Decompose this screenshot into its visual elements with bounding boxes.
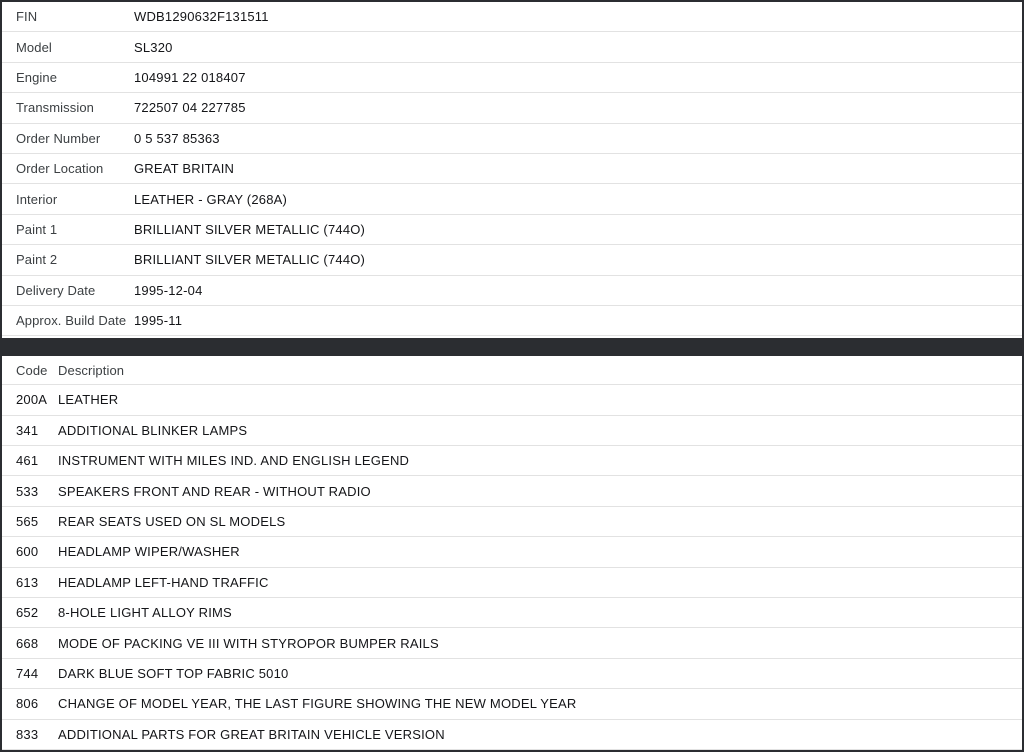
option-description: INSTRUMENT WITH MILES IND. AND ENGLISH LEGEND <box>58 453 410 469</box>
info-row-value: 1995-12-04 <box>134 282 203 298</box>
options-table <box>2 356 1022 750</box>
info-row-value: WDB1290632F131511 <box>134 9 269 25</box>
info-row-value: SL320 <box>134 39 173 55</box>
options-table-body <box>2 385 1022 750</box>
info-row-label: Interior <box>16 191 58 207</box>
vehicle-info-table <box>2 2 1022 336</box>
info-row-label: FIN <box>16 9 38 25</box>
info-row-value: 722507 04 227785 <box>134 100 246 116</box>
option-code-row <box>2 628 1022 658</box>
option-code-row <box>2 689 1022 719</box>
option-code: 744 <box>16 666 39 681</box>
info-row-value: GREAT BRITAIN <box>134 161 235 177</box>
info-row-value: 1995-11 <box>134 313 183 329</box>
option-code-row <box>2 720 1022 750</box>
option-code: 200A <box>16 392 48 408</box>
vehicle-info-row <box>2 63 1022 93</box>
info-row-label: Paint 1 <box>16 221 58 237</box>
option-description: CHANGE OF MODEL YEAR, THE LAST FIGURE SHOWING THE NEW MODEL YEAR <box>58 696 577 712</box>
option-description: ADDITIONAL BLINKER LAMPS <box>58 422 248 438</box>
vehicle-info-row <box>2 154 1022 184</box>
option-code: 833 <box>16 726 39 742</box>
info-row-value: BRILLIANT SILVER METALLIC (744O) <box>134 252 366 268</box>
vehicle-info-row <box>2 93 1022 123</box>
option-code: 600 <box>16 544 39 560</box>
option-description: REAR SEATS USED ON SL MODELS <box>58 514 286 530</box>
option-description: HEADLAMP WIPER/WASHER <box>58 544 240 560</box>
option-code: 341 <box>16 422 39 438</box>
option-code: 533 <box>16 483 39 499</box>
option-code-row <box>2 476 1022 506</box>
options-table-header-row <box>2 356 1022 385</box>
section-divider-bar <box>2 338 1022 356</box>
info-row-label: Paint 2 <box>16 252 58 268</box>
option-code-row <box>2 537 1022 567</box>
vehicle-info-row <box>2 245 1022 275</box>
info-row-value: LEATHER - GRAY (268A) <box>134 191 288 207</box>
option-code-row <box>2 446 1022 476</box>
info-row-value: 104991 22 018407 <box>134 69 246 85</box>
option-description: ADDITIONAL PARTS FOR GREAT BRITAIN VEHICLE VERSION <box>58 726 445 742</box>
option-code: 652 <box>16 605 39 621</box>
option-code-row <box>2 416 1022 446</box>
info-row-value: 0 5 537 85363 <box>134 130 220 146</box>
option-description: DARK BLUE SOFT TOP FABRIC 5010 <box>58 666 289 681</box>
option-code-row <box>2 507 1022 537</box>
vehicle-info-row <box>2 276 1022 306</box>
info-row-label: Order Number <box>16 130 101 146</box>
vehicle-info-row <box>2 2 1022 32</box>
info-row-label: Model <box>16 39 52 55</box>
code-column-header: Code <box>16 362 48 378</box>
option-code-row <box>2 385 1022 415</box>
option-code: 668 <box>16 635 39 651</box>
vehicle-info-row <box>2 32 1022 62</box>
option-code: 613 <box>16 574 39 590</box>
option-code-row <box>2 598 1022 628</box>
option-code: 461 <box>16 453 39 469</box>
vehicle-info-row <box>2 306 1022 336</box>
vehicle-info-row <box>2 124 1022 154</box>
info-row-label: Transmission <box>16 100 95 116</box>
option-description: MODE OF PACKING VE III WITH STYROPOR BUMPER RAILS <box>58 635 439 651</box>
option-description: HEADLAMP LEFT-HAND TRAFFIC <box>58 574 269 590</box>
option-description: LEATHER <box>58 392 119 408</box>
info-row-label: Delivery Date <box>16 282 96 298</box>
option-code: 806 <box>16 696 39 712</box>
vehicle-info-row <box>2 215 1022 245</box>
option-code-row <box>2 568 1022 598</box>
info-row-value: BRILLIANT SILVER METALLIC (744O) <box>134 221 366 237</box>
description-column-header: Description <box>58 362 125 378</box>
info-row-label: Order Location <box>16 161 104 177</box>
option-description: 8-HOLE LIGHT ALLOY RIMS <box>58 605 232 621</box>
option-description: SPEAKERS FRONT AND REAR - WITHOUT RADIO <box>58 483 371 499</box>
info-row-label: Engine <box>16 69 58 85</box>
option-code: 565 <box>16 514 39 530</box>
option-code-row <box>2 659 1022 689</box>
vehicle-info-row <box>2 184 1022 214</box>
info-row-label: Approx. Build Date <box>16 313 127 329</box>
